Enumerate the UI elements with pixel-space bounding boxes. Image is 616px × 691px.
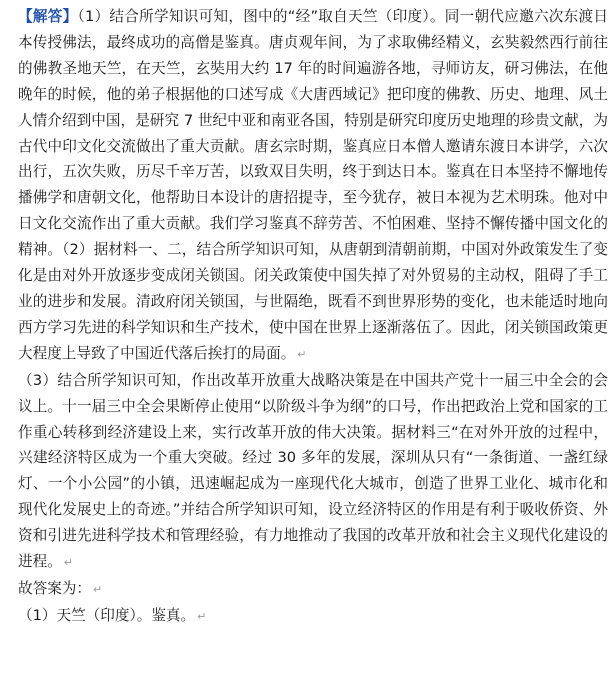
paragraph-mark-icon: ↵ [197, 609, 207, 623]
paragraph-mark-icon: ↵ [63, 556, 74, 570]
paragraph-text: （3）结合所学知识可知，作出改革开放重大战略决策是在中国共产党十一届三中全会的会议上。十一届三中全会果断停止使用“以阶级斗争为纲”的口号，作出把政治上党和国家的工作重心转移到经济建设上来，实行改革开放的伟大决策。据材料三“在对外开放的过程中，兴建经济特区成为一个重大突破。经过 30 多年的发展，深圳从只有“一条街道、一盏红绿灯、一个小公园”的小镇，迅速崛起成为一座现代化大城市，创造了世界工业化、城市化和现代化发展史上的奇迹。”并结合所学知识可知，设立经济特区的作用是有利于吸收侨资、外资和引进先进科学技术和管理经验，有力地推动了我国的改革开放和社会主义现代化建设的进程。 [18, 371, 608, 571]
answer-tag: 【解答】 [18, 8, 78, 25]
answer-paragraph-1 [18, 4, 608, 368]
paragraph-mark-icon: ↵ [92, 582, 103, 596]
paragraph-text: 故答案为： [18, 579, 91, 597]
answer-item-1 [18, 603, 608, 630]
paragraph-text: （1）天竺（印度）。鉴真。 [18, 606, 196, 624]
paragraph-mark-icon: ↵ [297, 347, 307, 361]
paragraph-text: （1）结合所学知识可知，图中的“经”取自天竺（印度）。同一朝代应邀六次东渡日本传授佛法，最终成功的高僧是鉴真。唐贞观年间，为了求取佛经精义，玄奘毅然西行前往的佛教圣地天竺，在天竺，玄奘用大约 17 年的时间遍游各地，寻师访友，研习佛法，在他晚年的时候，他的弟子根据他的口述写成《大唐西域记》把印度的佛教、历史、地理、风土人情介绍到中国，是研究 7 世纪中亚和南亚各国，特别是研究印度历史地理的珍贵文献，为古代中印文化交流做出了重大贡献。唐玄宗时期，鉴真应日本僧人邀请东渡日本讲学，六次出行，五次失败，历尽千辛万苦，以致双目失明，终于到达日本。鉴真在日本坚持不懈地传播佛学和唐朝文化，他帮助日本设计的唐招提寺，至今犹存，被日本视为艺术明珠。他对中日文化交流作出了重大贡献。我们学习鉴真不辞劳苦、不怕困难、坚持不懈传播中国文化的精神。（2）据材料一、二，结合所学知识可知，从唐朝到清朝前期，中国对外政策发生了变化是由对外开放逐步变成闭关锁国。闭关政策使中国失掉了对外贸易的主动权，阻碍了手工业的进步和发展。清政府闭关锁国，与世隔绝，既看不到世界形势的变化，也未能适时地向西方学习先进的科学知识和生产技术，使中国在世界上逐渐落伍了。因此，闭关锁国政策更大程度上导致了中国近代落后挨打的局面。 [18, 8, 608, 362]
answer-label [18, 576, 608, 603]
answer-paragraph-2 [18, 368, 608, 576]
